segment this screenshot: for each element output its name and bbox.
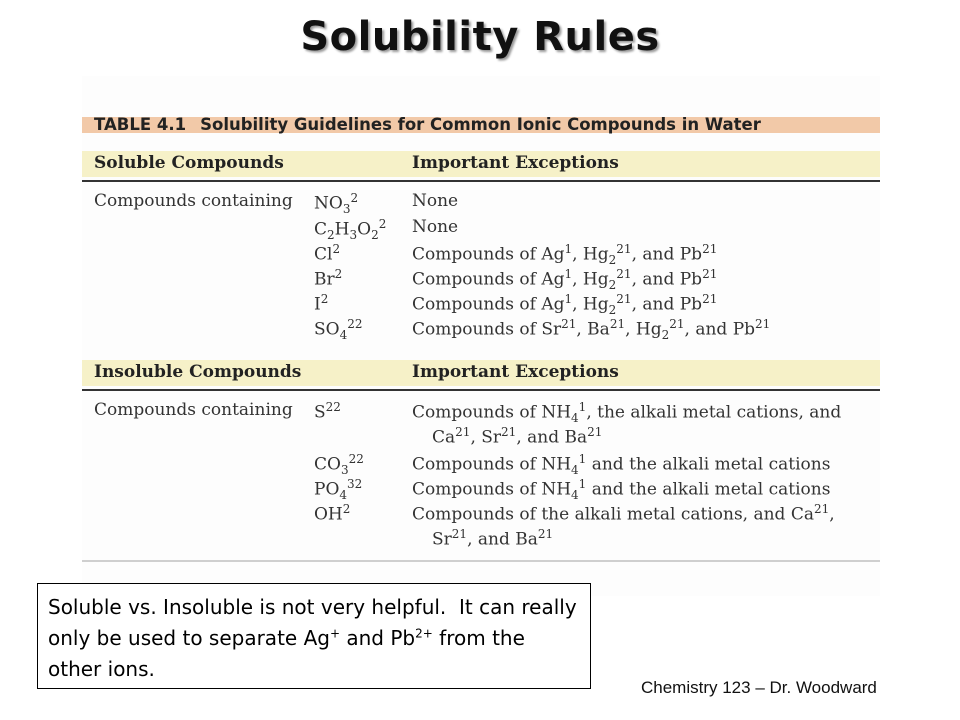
soluble-exception: Compounds of Ag$^1$, $Hg_2^{21}$, and Pb$^{21}$ bbox=[412, 292, 718, 318]
soluble-header-right: Important Exceptions bbox=[412, 153, 619, 173]
table-caption bbox=[94, 115, 761, 134]
insoluble-header-rule bbox=[82, 389, 880, 391]
insoluble-intro: Compounds containing bbox=[94, 400, 293, 420]
insoluble-exception: Compounds of $NH_4^1$ and the alkali metal cations bbox=[412, 477, 831, 503]
insoluble-ion: $OH^2$ bbox=[314, 502, 351, 525]
soluble-exception: Compounds of Ag$^1$, $Hg_2^{21}$, and Pb$^{21}$ bbox=[412, 242, 718, 268]
slide-title: Solubility Rules bbox=[300, 14, 660, 60]
soluble-ion: $C_2H_3O_2^2$ bbox=[314, 217, 387, 243]
soluble-exception: Compounds of Sr$^{21}$, Ba$^{21}$, $Hg_2^{21}$, and Pb$^{21}$ bbox=[412, 317, 771, 343]
soluble-exception: None bbox=[412, 217, 459, 237]
insoluble-exception: Compounds of $NH_4^1$, the alkali metal cations, and bbox=[412, 400, 842, 426]
soluble-ion: Br$^2$ bbox=[314, 267, 343, 290]
soluble-header-left: Soluble Compounds bbox=[94, 153, 284, 173]
table-number: TABLE 4.1 bbox=[94, 115, 187, 134]
footer-credit: Chemistry 123 – Dr. Woodward bbox=[641, 678, 877, 697]
note-callout: Soluble vs. Insoluble is not very helpful. It can really only be used to separate Ag+ and $Pb^{2+}$ from the other ions. bbox=[37, 583, 591, 689]
insoluble-exception-cont: Ca$^{21}$, Sr$^{21}$, and Ba$^{21}$ bbox=[432, 425, 603, 448]
insoluble-exception: Compounds of the alkali metal cations, and Ca$^{21}$, bbox=[412, 502, 835, 525]
soluble-ion: $SO_4^{22}$ bbox=[314, 317, 363, 343]
insoluble-exception: Compounds of $NH_4^1$ and the alkali metal cations bbox=[412, 452, 831, 478]
soluble-ion: $NO_3^2$ bbox=[314, 191, 359, 217]
insoluble-header-left: Insoluble Compounds bbox=[94, 362, 302, 382]
soluble-ion: $I^2$ bbox=[314, 292, 329, 315]
insoluble-header-right: Important Exceptions bbox=[412, 362, 619, 382]
insoluble-ion: $S^{22}$ bbox=[314, 400, 341, 423]
insoluble-ion: $PO_4^{32}$ bbox=[314, 477, 363, 503]
table-bottom-rule bbox=[82, 560, 880, 562]
soluble-exception: None bbox=[412, 191, 459, 211]
soluble-intro: Compounds containing bbox=[94, 191, 293, 211]
solubility-table bbox=[82, 76, 880, 596]
table-caption-text: Solubility Guidelines for Common Ionic Compounds in Water bbox=[200, 115, 761, 134]
soluble-header-rule bbox=[82, 180, 880, 182]
soluble-exception: Compounds of Ag$^1$, $Hg_2^{21}$, and Pb$^{21}$ bbox=[412, 267, 718, 293]
soluble-ion: Cl$^2$ bbox=[314, 242, 341, 265]
insoluble-exception-cont: Sr$^{21}$, and Ba$^{21}$ bbox=[432, 527, 554, 550]
insoluble-ion: $CO_3^{22}$ bbox=[314, 452, 364, 478]
